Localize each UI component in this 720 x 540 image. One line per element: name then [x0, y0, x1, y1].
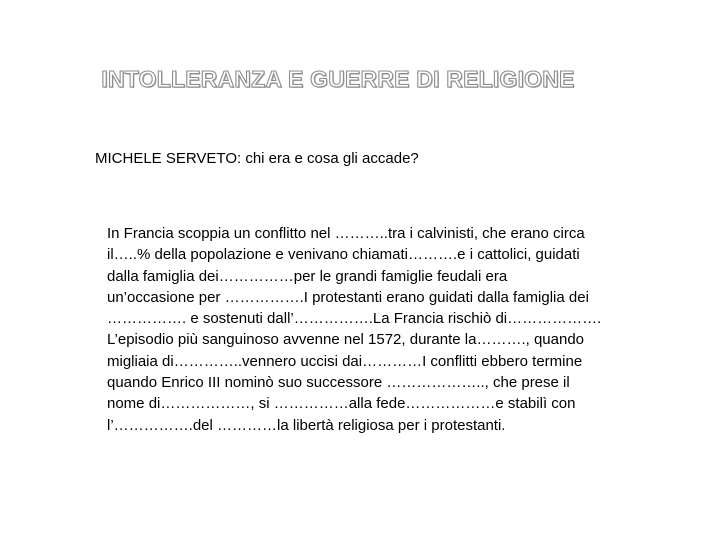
- body-line: nome di………………, si ……………alla fede………………e stabilì con: [107, 395, 576, 413]
- body-line: dalla famiglia dei……………per le grandi famiglie feudali era: [107, 267, 508, 285]
- body-line: il…..% della popolazione e venivano chiamati……….e i cattolici, guidati: [107, 246, 580, 264]
- body-line: un’occasione per …………….I protestanti erano guidati dalla famiglia dei: [107, 288, 589, 306]
- body-paragraph: [107, 223, 647, 436]
- body-line: migliaia di…………..vennero uccisi dai…………I conflitti ebbero termine: [107, 352, 583, 370]
- body-line: L’episodio più sanguinoso avvenne nel 1572, durante la………., quando: [107, 331, 585, 349]
- slide-title: INTOLLERANZA E GUERRE DI RELIGIONE: [101, 66, 575, 92]
- question-text: MICHELE SERVETO: chi era e cosa gli accade?: [95, 150, 419, 167]
- body-line: quando Enrico III nominò suo successore ……………….., che prese il: [107, 374, 570, 392]
- body-line: ……………. e sostenuti dall’…………….La Francia rischiò di……………….: [107, 310, 602, 328]
- body-line: l’…………….del …………la libertà religiosa per i protestanti.: [107, 416, 506, 434]
- body-line: In Francia scoppia un conflitto nel ………..tra i calvinisti, che erano circa: [107, 225, 585, 242]
